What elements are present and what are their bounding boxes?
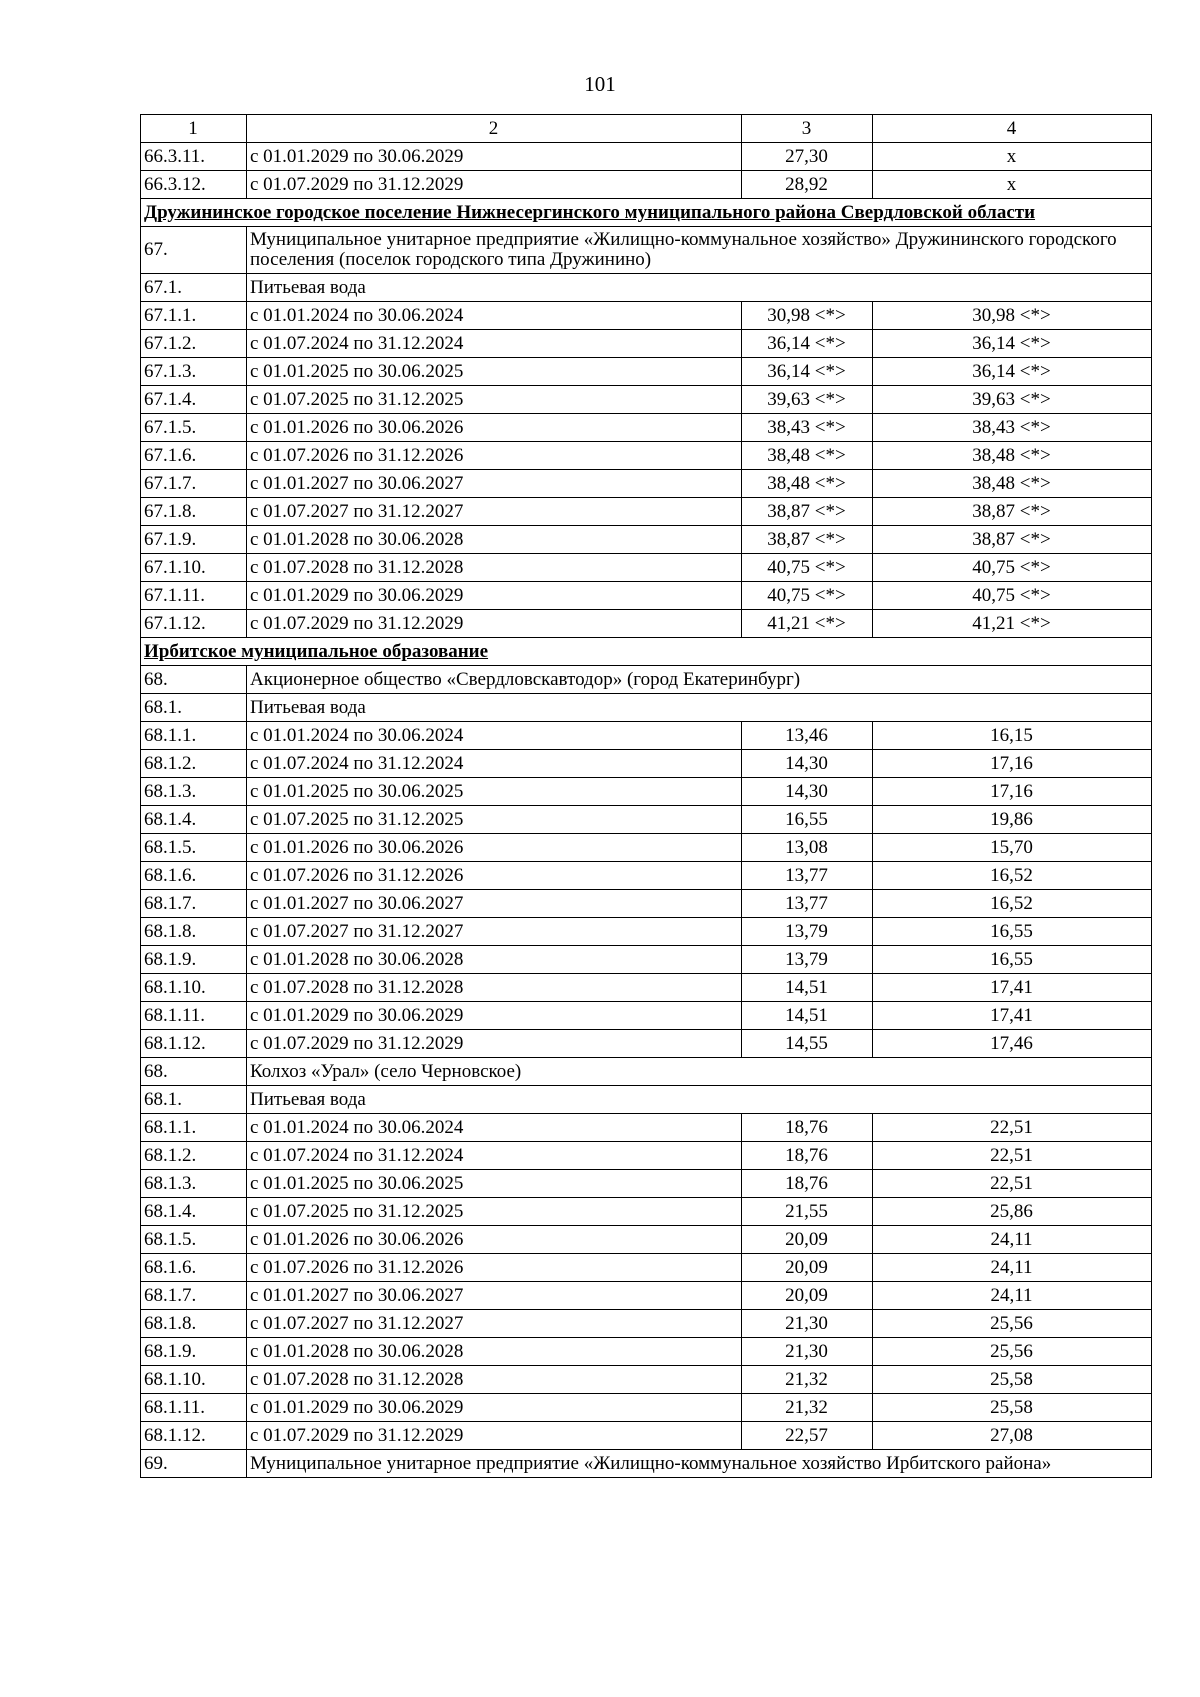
column-number-row: [141, 115, 1152, 143]
period-cell: с 01.07.2024 по 31.12.2024: [247, 750, 742, 778]
tariff-value-col4: 16,55: [873, 918, 1152, 946]
tariff-value-col3: 20,09: [742, 1226, 873, 1254]
row-number: 67.: [141, 227, 247, 274]
page-number: 101: [584, 72, 616, 96]
table-row: [141, 1142, 1152, 1170]
table-row: [141, 1198, 1152, 1226]
tariff-value-col4: 17,41: [873, 974, 1152, 1002]
period-cell: с 01.07.2024 по 31.12.2024: [247, 330, 742, 358]
period-cell: с 01.01.2028 по 30.06.2028: [247, 526, 742, 554]
row-number: 68.1.6.: [141, 1254, 247, 1282]
tariff-value-col4: 36,14 <*>: [873, 330, 1152, 358]
table-row: [141, 470, 1152, 498]
row-number: 68.1.6.: [141, 862, 247, 890]
period-cell: с 01.01.2029 по 30.06.2029: [247, 1002, 742, 1030]
tariff-value-col4: 25,56: [873, 1310, 1152, 1338]
entity-row: [141, 694, 1152, 722]
table-row: [141, 526, 1152, 554]
row-number: 68.1.10.: [141, 974, 247, 1002]
tariff-value-col4: 16,55: [873, 946, 1152, 974]
row-number: 68.1.12.: [141, 1030, 247, 1058]
tariff-value-col3: 13,79: [742, 946, 873, 974]
period-cell: с 01.01.2026 по 30.06.2026: [247, 834, 742, 862]
row-number: 68.: [141, 1058, 247, 1086]
tariff-value-col3: 28,92: [742, 171, 873, 199]
tariff-value-col4: 36,14 <*>: [873, 358, 1152, 386]
period-cell: с 01.01.2029 по 30.06.2029: [247, 143, 742, 171]
entity-title: Питьевая вода: [247, 274, 1152, 302]
table-row: [141, 1254, 1152, 1282]
tariff-value-col4: 30,98 <*>: [873, 302, 1152, 330]
row-number: 67.1.4.: [141, 386, 247, 414]
tariff-value-col4: 22,51: [873, 1170, 1152, 1198]
period-cell: с 01.01.2027 по 30.06.2027: [247, 890, 742, 918]
tariff-value-col3: 36,14 <*>: [742, 358, 873, 386]
period-cell: с 01.01.2025 по 30.06.2025: [247, 778, 742, 806]
tariff-value-col4: 38,48 <*>: [873, 470, 1152, 498]
period-cell: с 01.07.2027 по 31.12.2027: [247, 498, 742, 526]
tariff-value-col3: 13,77: [742, 862, 873, 890]
entity-title: Муниципальное унитарное предприятие «Жилищно-коммунальное хозяйство Ирбитского района»: [247, 1450, 1152, 1478]
row-number: 68.1.: [141, 694, 247, 722]
row-number: 68.1.5.: [141, 1226, 247, 1254]
tariff-value-col4: 17,16: [873, 778, 1152, 806]
tariff-value-col4: 39,63 <*>: [873, 386, 1152, 414]
tariff-value-col3: 38,87 <*>: [742, 498, 873, 526]
table-row: [141, 302, 1152, 330]
row-number: 67.1.5.: [141, 414, 247, 442]
tariff-value-col3: 41,21 <*>: [742, 610, 873, 638]
tariff-value-col3: 16,55: [742, 806, 873, 834]
row-number: 68.1.8.: [141, 918, 247, 946]
row-number: 67.1.9.: [141, 526, 247, 554]
row-number: 68.1.1.: [141, 722, 247, 750]
table-row: [141, 806, 1152, 834]
row-number: 66.3.12.: [141, 171, 247, 199]
entity-row: [141, 1058, 1152, 1086]
tariff-value-col3: 38,48 <*>: [742, 470, 873, 498]
period-cell: с 01.01.2025 по 30.06.2025: [247, 1170, 742, 1198]
period-cell: с 01.07.2027 по 31.12.2027: [247, 1310, 742, 1338]
entity-title: Акционерное общество «Свердловскавтодор» (город Екатеринбург): [247, 666, 1152, 694]
table-row: [141, 330, 1152, 358]
row-number: 68.1.3.: [141, 1170, 247, 1198]
row-number: 68.1.2.: [141, 750, 247, 778]
tariff-value-col3: 14,30: [742, 750, 873, 778]
tariff-value-col4: 19,86: [873, 806, 1152, 834]
entity-row: [141, 227, 1152, 274]
tariff-value-col3: 14,51: [742, 974, 873, 1002]
table-row: [141, 1366, 1152, 1394]
period-cell: с 01.07.2025 по 31.12.2025: [247, 806, 742, 834]
period-cell: с 01.07.2028 по 31.12.2028: [247, 974, 742, 1002]
tariff-value-col3: 21,30: [742, 1310, 873, 1338]
column-number-4: 4: [873, 115, 1152, 143]
row-number: 68.1.: [141, 1086, 247, 1114]
table-row: [141, 1114, 1152, 1142]
row-number: 67.1.8.: [141, 498, 247, 526]
tariff-value-col3: 21,55: [742, 1198, 873, 1226]
tariff-value-col3: 40,75 <*>: [742, 554, 873, 582]
row-number: 67.1.: [141, 274, 247, 302]
row-number: 67.1.10.: [141, 554, 247, 582]
tariff-value-col3: 27,30: [742, 143, 873, 171]
table-row: [141, 414, 1152, 442]
period-cell: с 01.07.2029 по 31.12.2029: [247, 610, 742, 638]
table-row: [141, 1422, 1152, 1450]
table-row: [141, 918, 1152, 946]
tariff-value-col4: 38,48 <*>: [873, 442, 1152, 470]
table-row: [141, 1002, 1152, 1030]
period-cell: с 01.01.2029 по 30.06.2029: [247, 1394, 742, 1422]
tariff-value-col4: 25,58: [873, 1366, 1152, 1394]
table-row: [141, 498, 1152, 526]
tariff-value-col4: 25,58: [873, 1394, 1152, 1422]
entity-title: Колхоз «Урал» (село Черновское): [247, 1058, 1152, 1086]
tariff-value-col3: 21,30: [742, 1338, 873, 1366]
entity-row: [141, 666, 1152, 694]
period-cell: с 01.07.2029 по 31.12.2029: [247, 1422, 742, 1450]
tariff-value-col4: 27,08: [873, 1422, 1152, 1450]
table-row: [141, 862, 1152, 890]
table-row: [141, 1030, 1152, 1058]
entity-row: [141, 1450, 1152, 1478]
tariff-value-col3: 20,09: [742, 1282, 873, 1310]
row-number: 68.1.11.: [141, 1394, 247, 1422]
column-number-2: 2: [247, 115, 742, 143]
table-row: [141, 1394, 1152, 1422]
tariff-value-col3: 39,63 <*>: [742, 386, 873, 414]
period-cell: с 01.01.2024 по 30.06.2024: [247, 1114, 742, 1142]
tariff-value-col3: 30,98 <*>: [742, 302, 873, 330]
table-row: [141, 1310, 1152, 1338]
table-row: [141, 834, 1152, 862]
row-number: 67.1.11.: [141, 582, 247, 610]
tariff-value-col3: 22,57: [742, 1422, 873, 1450]
period-cell: с 01.01.2024 по 30.06.2024: [247, 302, 742, 330]
tariff-value-col3: 38,87 <*>: [742, 526, 873, 554]
tariff-value-col4: 17,41: [873, 1002, 1152, 1030]
row-number: 68.1.3.: [141, 778, 247, 806]
table-row: [141, 386, 1152, 414]
tariff-value-col4: 38,43 <*>: [873, 414, 1152, 442]
tariff-value-col3: 13,77: [742, 890, 873, 918]
table-row: [141, 610, 1152, 638]
tariff-value-col3: 13,08: [742, 834, 873, 862]
row-number: 67.1.3.: [141, 358, 247, 386]
period-cell: с 01.01.2028 по 30.06.2028: [247, 946, 742, 974]
tariff-value-col4: 38,87 <*>: [873, 498, 1152, 526]
period-cell: с 01.01.2026 по 30.06.2026: [247, 1226, 742, 1254]
tariff-value-col3: 13,46: [742, 722, 873, 750]
tariff-value-col4: 40,75 <*>: [873, 554, 1152, 582]
table-row: [141, 1170, 1152, 1198]
row-number: 67.1.1.: [141, 302, 247, 330]
section-heading: Дружининское городское поселение Нижнесергинского муниципального района Свердловской области: [141, 199, 1152, 227]
table-row: [141, 143, 1152, 171]
row-number: 68.1.9.: [141, 1338, 247, 1366]
row-number: 68.1.12.: [141, 1422, 247, 1450]
section-heading: Ирбитское муниципальное образование: [141, 638, 1152, 666]
table-row: [141, 1226, 1152, 1254]
row-number: 68.1.11.: [141, 1002, 247, 1030]
tariff-value-col4: 22,51: [873, 1142, 1152, 1170]
period-cell: с 01.07.2026 по 31.12.2026: [247, 1254, 742, 1282]
row-number: 67.1.12.: [141, 610, 247, 638]
period-cell: с 01.07.2024 по 31.12.2024: [247, 1142, 742, 1170]
entity-row: [141, 1086, 1152, 1114]
tariff-value-col4: 16,52: [873, 890, 1152, 918]
tariff-value-col3: 13,79: [742, 918, 873, 946]
table-row: [141, 582, 1152, 610]
period-cell: с 01.01.2027 по 30.06.2027: [247, 1282, 742, 1310]
column-number-1: 1: [141, 115, 247, 143]
tariff-value-col4: 17,16: [873, 750, 1152, 778]
column-number-3: 3: [742, 115, 873, 143]
period-cell: с 01.07.2026 по 31.12.2026: [247, 862, 742, 890]
period-cell: с 01.01.2029 по 30.06.2029: [247, 582, 742, 610]
tariff-value-col4: 15,70: [873, 834, 1152, 862]
section-heading-row: [141, 638, 1152, 666]
tariff-value-col4: 24,11: [873, 1254, 1152, 1282]
tariff-value-col3: 18,76: [742, 1170, 873, 1198]
table-row: [141, 171, 1152, 199]
entity-title: Муниципальное унитарное предприятие «Жилищно-коммунальное хозяйство» Дружининского городского поселения (поселок городского типа Дружинино): [247, 227, 1152, 274]
row-number: 68.1.4.: [141, 806, 247, 834]
tariff-value-col4: 38,87 <*>: [873, 526, 1152, 554]
tariff-value-col3: 18,76: [742, 1114, 873, 1142]
table-row: [141, 442, 1152, 470]
table-row: [141, 974, 1152, 1002]
row-number: 68.: [141, 666, 247, 694]
tariff-value-col3: 38,43 <*>: [742, 414, 873, 442]
tariff-value-col4: 25,86: [873, 1198, 1152, 1226]
tariff-table: [140, 114, 1152, 1478]
section-heading-row: [141, 199, 1152, 227]
period-cell: с 01.01.2026 по 30.06.2026: [247, 414, 742, 442]
table-row: [141, 750, 1152, 778]
row-number: 68.1.9.: [141, 946, 247, 974]
period-cell: с 01.01.2027 по 30.06.2027: [247, 470, 742, 498]
period-cell: с 01.01.2024 по 30.06.2024: [247, 722, 742, 750]
table-row: [141, 890, 1152, 918]
tariff-value-col4: 17,46: [873, 1030, 1152, 1058]
tariff-value-col4: 24,11: [873, 1282, 1152, 1310]
row-number: 67.1.6.: [141, 442, 247, 470]
tariff-value-col3: 14,55: [742, 1030, 873, 1058]
tariff-value-col4: 24,11: [873, 1226, 1152, 1254]
period-cell: с 01.07.2025 по 31.12.2025: [247, 386, 742, 414]
tariff-value-col3: 14,30: [742, 778, 873, 806]
period-cell: с 01.01.2028 по 30.06.2028: [247, 1338, 742, 1366]
tariff-value-col3: 14,51: [742, 1002, 873, 1030]
row-number: 68.1.2.: [141, 1142, 247, 1170]
tariff-value-col4: 41,21 <*>: [873, 610, 1152, 638]
period-cell: с 01.07.2029 по 31.12.2029: [247, 171, 742, 199]
tariff-value-col4: 22,51: [873, 1114, 1152, 1142]
tariff-value-col4: 40,75 <*>: [873, 582, 1152, 610]
tariff-value-col3: 36,14 <*>: [742, 330, 873, 358]
table-row: [141, 1338, 1152, 1366]
period-cell: с 01.07.2025 по 31.12.2025: [247, 1198, 742, 1226]
tariff-value-col3: 21,32: [742, 1366, 873, 1394]
tariff-value-col3: 20,09: [742, 1254, 873, 1282]
period-cell: с 01.07.2029 по 31.12.2029: [247, 1030, 742, 1058]
table-row: [141, 722, 1152, 750]
row-number: 68.1.1.: [141, 1114, 247, 1142]
row-number: 68.1.7.: [141, 890, 247, 918]
row-number: 68.1.7.: [141, 1282, 247, 1310]
period-cell: с 01.07.2026 по 31.12.2026: [247, 442, 742, 470]
tariff-value-col3: 21,32: [742, 1394, 873, 1422]
tariff-value-col3: 38,48 <*>: [742, 442, 873, 470]
table-row: [141, 358, 1152, 386]
period-cell: с 01.07.2027 по 31.12.2027: [247, 918, 742, 946]
table-row: [141, 778, 1152, 806]
entity-title: Питьевая вода: [247, 694, 1152, 722]
tariff-value-col3: 40,75 <*>: [742, 582, 873, 610]
tariff-value-col4: х: [873, 171, 1152, 199]
entity-row: [141, 274, 1152, 302]
tariff-value-col3: 18,76: [742, 1142, 873, 1170]
row-number: 68.1.4.: [141, 1198, 247, 1226]
period-cell: с 01.07.2028 по 31.12.2028: [247, 1366, 742, 1394]
row-number: 68.1.10.: [141, 1366, 247, 1394]
period-cell: с 01.07.2028 по 31.12.2028: [247, 554, 742, 582]
row-number: 69.: [141, 1450, 247, 1478]
table-row: [141, 554, 1152, 582]
tariff-value-col4: 25,56: [873, 1338, 1152, 1366]
entity-title: Питьевая вода: [247, 1086, 1152, 1114]
row-number: 68.1.8.: [141, 1310, 247, 1338]
table-row: [141, 1282, 1152, 1310]
row-number: 66.3.11.: [141, 143, 247, 171]
tariff-value-col4: 16,15: [873, 722, 1152, 750]
table-row: [141, 946, 1152, 974]
tariff-value-col4: х: [873, 143, 1152, 171]
row-number: 68.1.5.: [141, 834, 247, 862]
row-number: 67.1.2.: [141, 330, 247, 358]
tariff-value-col4: 16,52: [873, 862, 1152, 890]
row-number: 67.1.7.: [141, 470, 247, 498]
period-cell: с 01.01.2025 по 30.06.2025: [247, 358, 742, 386]
